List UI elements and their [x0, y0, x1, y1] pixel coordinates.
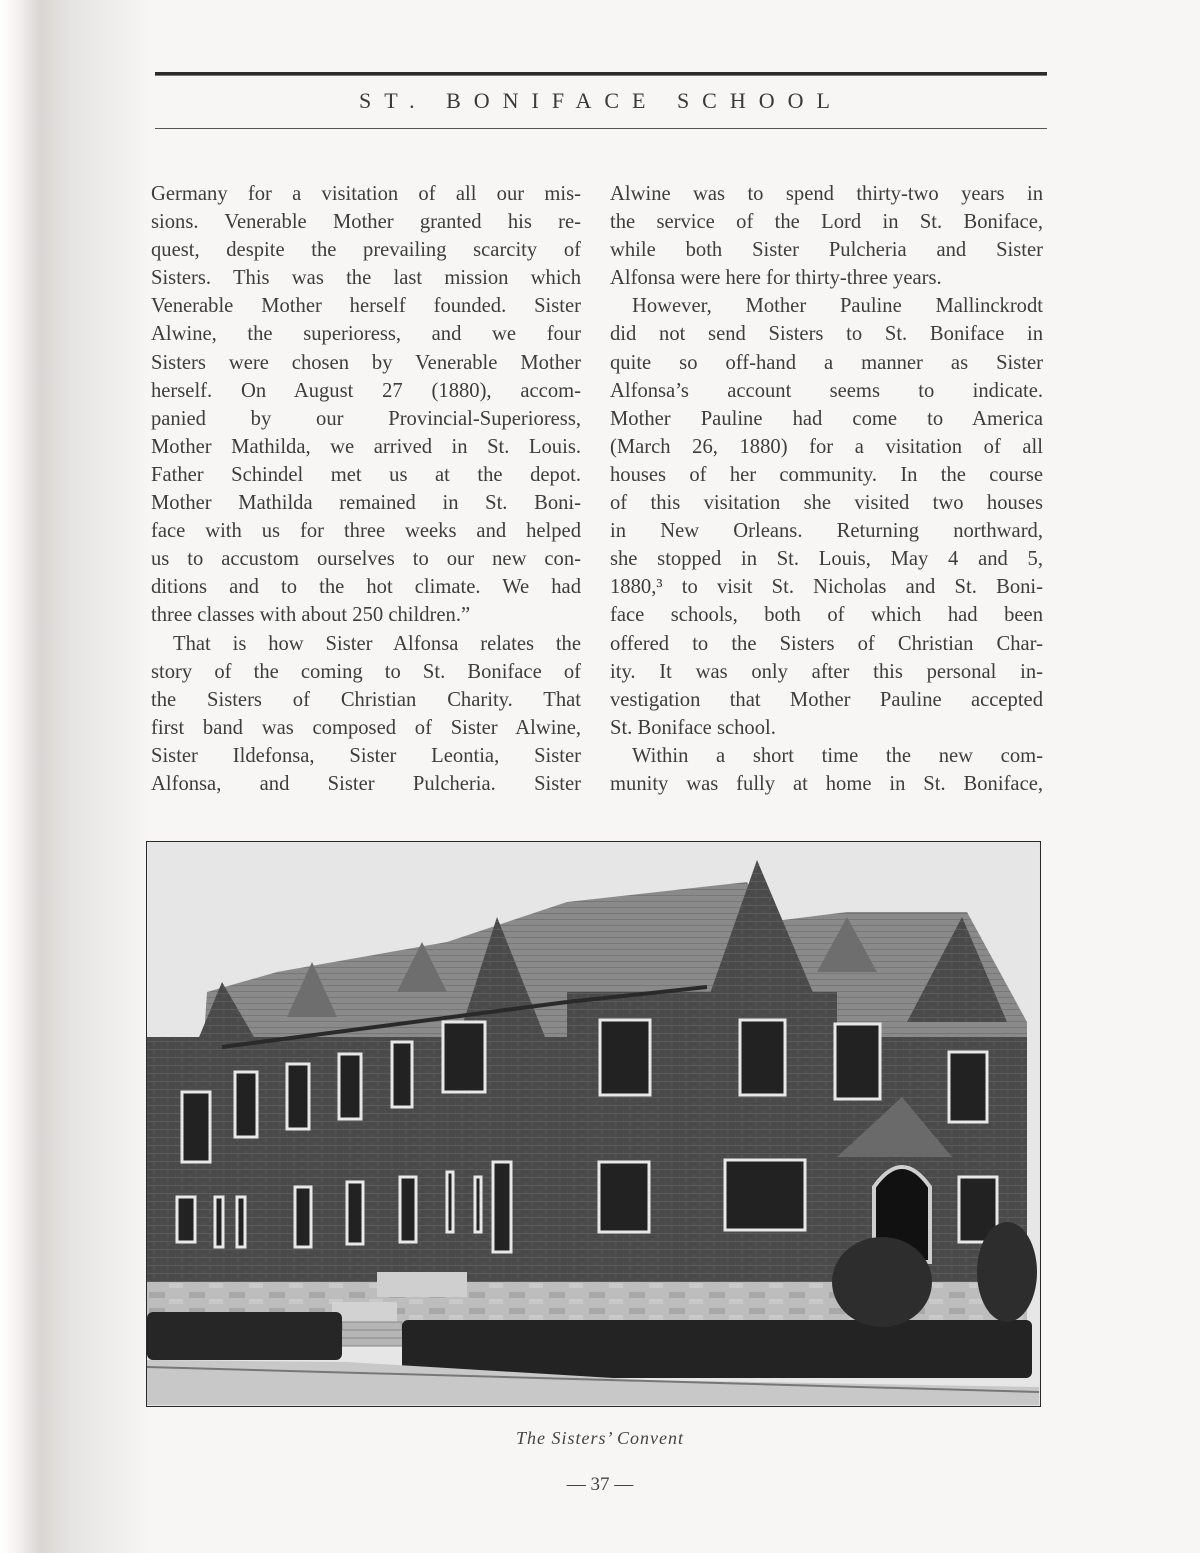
text-column-right [610, 180, 1043, 798]
text-line: quite so off-hand a manner as Sister [610, 351, 1043, 374]
text-line: Alwine was to spend thirty-two years in [610, 183, 1043, 205]
text-line: vestigation that Mother Pauline accepted [610, 688, 1043, 711]
text-line: houses of her community. In the course [610, 463, 1043, 486]
text-line: quest, despite the prevailing scarcity of [151, 239, 581, 262]
running-head: ST. BONIFACE SCHOOL [359, 88, 843, 113]
text-line: 1880,³ to visit St. Nicholas and St. Boni- [610, 576, 1043, 599]
text-line: first band was composed of Sister Alwine, [151, 716, 581, 739]
text-line: while both Sister Pulcheria and Sister [610, 239, 1043, 262]
text-line: three classes with about 250 children.” [151, 604, 471, 627]
text-line: That is how Sister Alfonsa relates the [173, 632, 581, 655]
text-line: face with us for three weeks and helped [151, 520, 581, 543]
text-line: Father Schindel met us at the depot. [151, 463, 581, 486]
text-line: the Sisters of Christian Charity. That [151, 688, 581, 711]
text-line: the service of the Lord in St. Boniface, [610, 211, 1043, 234]
text-line: us to accustom ourselves to our new con- [151, 548, 581, 571]
text-line: ditions and to the hot climate. We had [151, 576, 581, 599]
text-line: herself. On August 27 (1880), accom- [151, 379, 581, 402]
text-line: sions. Venerable Mother granted his re- [151, 211, 581, 234]
text-line: offered to the Sisters of Christian Char- [610, 632, 1043, 655]
text-line: did not send Sisters to St. Boniface in [610, 323, 1043, 346]
paragraph [610, 292, 1043, 742]
convent-photograph [146, 841, 1041, 1407]
text-line: Alfonsa, and Sister Pulcheria. Sister [151, 772, 581, 795]
text-line: Sisters. This was the last mission which [151, 267, 581, 290]
text-line: St. Boniface school. [610, 716, 776, 739]
text-line: Mother Mathilda remained in St. Boni- [151, 492, 581, 515]
text-line: she stopped in St. Louis, May 4 and 5, [610, 548, 1043, 571]
book-gutter-shadow [0, 0, 150, 1553]
text-line: Alfonsa’s account seems to indicate. [610, 379, 1043, 402]
text-line: Alfonsa were here for thirty-three years. [610, 267, 942, 290]
text-line: Mother Pauline had come to America [610, 407, 1043, 430]
text-line: face schools, both of which had been [610, 604, 1043, 627]
paragraph [610, 742, 1043, 798]
text-line: panied by our Provincial-Superioress, [151, 407, 581, 430]
text-line: However, Mother Pauline Mallinckrodt [632, 295, 1043, 318]
text-line: Alwine, the superioress, and we four [151, 323, 581, 346]
header-rule-bottom [155, 128, 1047, 129]
paragraph [151, 180, 581, 630]
text-line: Germany for a visitation of all our mis- [151, 183, 581, 205]
paragraph [610, 180, 1043, 292]
text-line: of this visitation she visited two houses [610, 492, 1043, 515]
text-line: munity was fully at home in St. Boniface, [610, 772, 1043, 795]
text-line: Venerable Mother herself founded. Sister [151, 295, 581, 318]
text-line: Mother Mathilda, we arrived in St. Louis. [151, 435, 581, 458]
page-number: — 37 — [566, 1474, 634, 1495]
figure-caption: The Sisters’ Convent [516, 1428, 684, 1448]
text-line: ity. It was only after this personal in- [610, 660, 1043, 683]
header-rule-top [155, 72, 1047, 76]
text-line: Within a short time the new com- [632, 744, 1043, 767]
text-line: (March 26, 1880) for a visitation of all [610, 435, 1043, 458]
text-line: story of the coming to St. Boniface of [151, 660, 581, 683]
paragraph [151, 630, 581, 799]
text-column-left [151, 180, 581, 798]
text-line: Sister Ildefonsa, Sister Leontia, Sister [151, 744, 581, 767]
text-line: in New Orleans. Returning northward, [610, 520, 1043, 543]
text-line: Sisters were chosen by Venerable Mother [151, 351, 581, 374]
